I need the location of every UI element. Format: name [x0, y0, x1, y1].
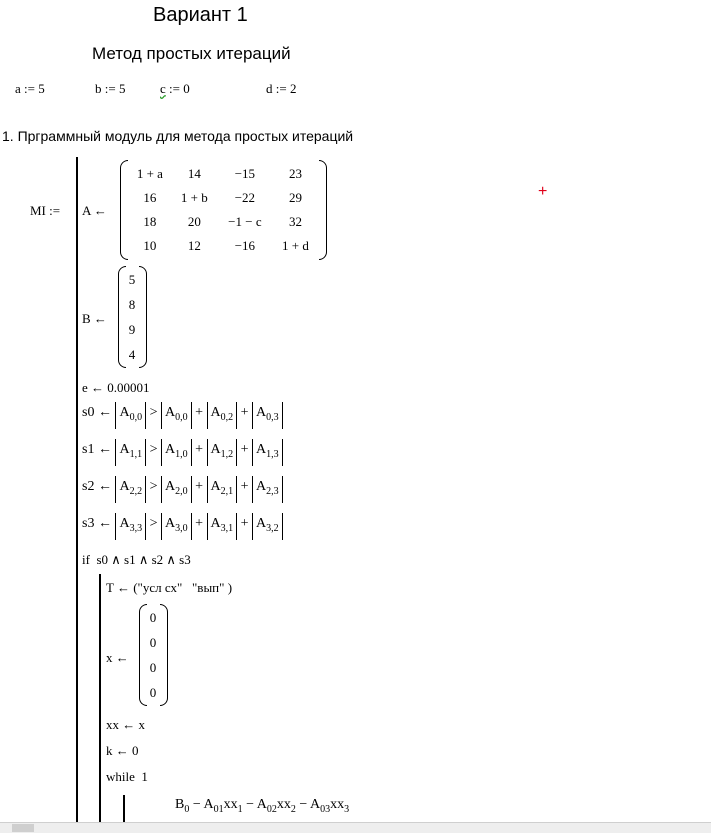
A-assignment-label: A ← [82, 203, 107, 218]
abs-term: $A_{2,3}$ [252, 476, 283, 503]
A-cell: 1 + b [180, 190, 208, 205]
program-block-bar [76, 157, 78, 827]
s3-assignment [82, 513, 283, 540]
gt-sign: > [149, 516, 158, 531]
A-cell: −22 [234, 190, 256, 205]
while-statement: while 1 [106, 769, 148, 784]
plus-sign: + [195, 479, 204, 494]
horizontal-scrollbar-thumb[interactable] [12, 824, 34, 832]
A-cell: −15 [234, 166, 256, 181]
s1-lhs: s1 ← [82, 442, 112, 457]
x-cell: 0 [149, 609, 157, 625]
B-cell: 4 [128, 346, 136, 362]
plus-sign: + [240, 442, 249, 457]
var-a-definition[interactable]: a := 5 [15, 81, 45, 96]
A-matrix-left-paren [120, 160, 128, 260]
A-cell: −16 [234, 238, 256, 253]
abs-term: $A_{1,2}$ [207, 439, 238, 466]
T-assignment: T ← ("усл сх" "вып" ) [106, 580, 233, 595]
var-c-name: c [160, 81, 166, 96]
x-cell: 0 [149, 684, 157, 700]
s2-lhs: s2 ← [82, 479, 112, 494]
var-d-definition[interactable]: d := 2 [266, 81, 297, 96]
A-cell: 18 [143, 214, 157, 229]
s1-assignment [82, 439, 283, 466]
A-cell: 20 [187, 214, 201, 229]
section-label: 1. Прграммный модуль для метода простых итераций [2, 128, 354, 144]
A-cell: 29 [288, 190, 302, 205]
x-cell: 0 [149, 659, 157, 675]
if-statement: if s0 ∧ s1 ∧ s2 ∧ s3 [82, 552, 191, 567]
page-title: Вариант 1 [153, 4, 248, 26]
abs-term: $A_{1,3}$ [252, 439, 283, 466]
x-cell: 0 [149, 634, 157, 650]
xx-assignment: xx ← x [106, 717, 145, 732]
iteration-formula-numerator: $B_0 - A_{01}xx_1 - A_{02}xx_2 - A_{03}xx_3$ [175, 797, 350, 815]
A-cell: 14 [187, 166, 201, 181]
A-cell: −1 − c [228, 214, 262, 229]
insert-cursor-marker: + [538, 183, 548, 200]
x-assignment-label: x ← [106, 650, 129, 665]
abs-term: $A_{2,1}$ [207, 476, 238, 503]
abs-term: $A_{0,0}$ [115, 402, 146, 429]
abs-term: $A_{1,1}$ [115, 439, 146, 466]
plus-sign: + [195, 516, 204, 531]
horizontal-scrollbar[interactable] [0, 822, 711, 833]
s3-lhs: s3 ← [82, 516, 112, 531]
A-cell: 12 [187, 238, 201, 253]
plus-sign: + [240, 516, 249, 531]
abs-term: $A_{3,3}$ [115, 513, 146, 540]
gt-sign: > [149, 442, 158, 457]
A-cell: 1 + a [136, 166, 163, 181]
k-assignment: k ← 0 [106, 743, 139, 758]
abs-term: $A_{3,2}$ [252, 513, 283, 540]
A-matrix [128, 162, 318, 258]
B-cell: 5 [128, 271, 136, 287]
plus-sign: + [240, 405, 249, 420]
A-cell: 16 [143, 190, 157, 205]
abs-term: $A_{3,1}$ [207, 513, 238, 540]
plus-sign: + [195, 405, 204, 420]
s2-assignment [82, 476, 283, 503]
var-c-value: := 0 [165, 81, 190, 96]
x-vector-right-paren [160, 604, 168, 706]
abs-term: $A_{1,0}$ [161, 439, 192, 466]
s0-assignment [82, 402, 283, 429]
s0-lhs: s0 ← [82, 405, 112, 420]
A-cell: 1 + d [282, 238, 309, 253]
page-subtitle: Метод простых итераций [92, 44, 291, 63]
gt-sign: > [149, 405, 158, 420]
abs-term: $A_{0,0}$ [161, 402, 192, 429]
e-assignment: e ← 0.00001 [82, 380, 150, 395]
A-cell: 23 [288, 166, 302, 181]
x-vector [145, 605, 161, 705]
abs-term: $A_{2,2}$ [115, 476, 146, 503]
var-c-definition[interactable] [160, 81, 190, 97]
abs-term: $A_{0,3}$ [252, 402, 283, 429]
gt-sign: > [149, 479, 158, 494]
A-matrix-right-paren [319, 160, 327, 260]
B-cell: 9 [128, 321, 136, 337]
var-b-definition[interactable]: b := 5 [95, 81, 126, 96]
A-cell: 10 [143, 238, 157, 253]
B-assignment-label: B ← [82, 311, 107, 326]
plus-sign: + [240, 479, 249, 494]
A-cell: 32 [288, 214, 302, 229]
abs-term: $A_{3,0}$ [161, 513, 192, 540]
plus-sign: + [195, 442, 204, 457]
abs-term: $A_{2,0}$ [161, 476, 192, 503]
abs-term: $A_{0,2}$ [207, 402, 238, 429]
if-block-bar [99, 574, 101, 827]
B-cell: 8 [128, 296, 136, 312]
program-name[interactable]: MI := [30, 203, 61, 218]
B-vector [124, 267, 140, 367]
B-vector-right-paren [139, 266, 147, 368]
